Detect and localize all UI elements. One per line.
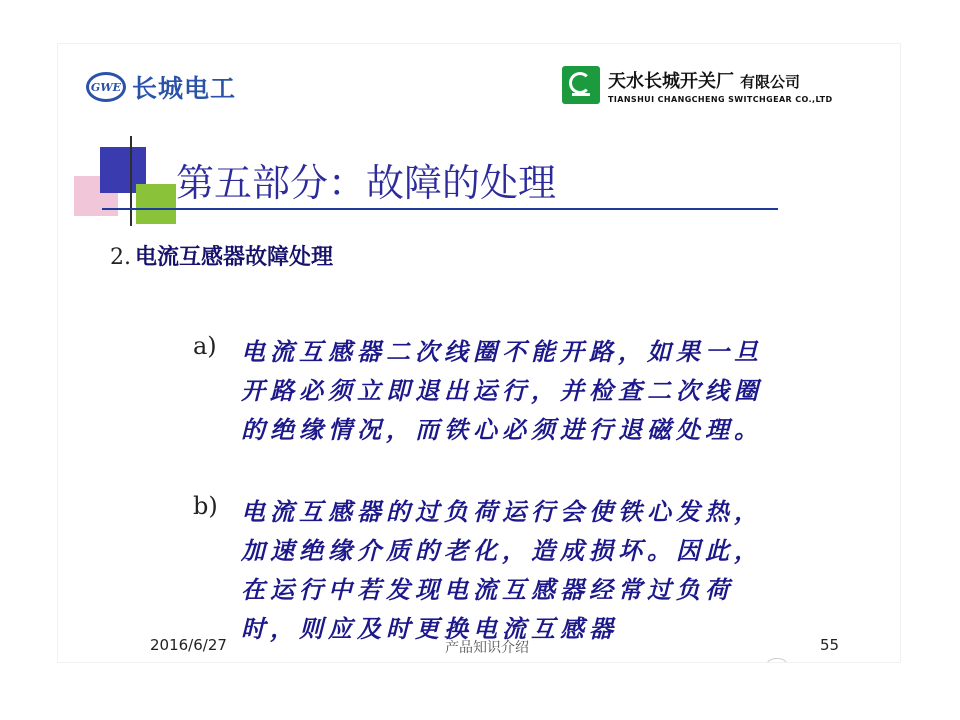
- footer-title: 产品知识介绍: [445, 640, 529, 656]
- list-marker: b): [193, 492, 218, 520]
- company-suffix-cn: 有限公司: [740, 72, 801, 91]
- list-item-text: 电流互感器的过负荷运行会使铁心发热，加速绝缘介质的老化，造成损坏。因此，在运行中若发现电流互感器经常过负荷时，则应及时更换电流互感器: [241, 497, 763, 643]
- gwe-badge-icon: GWE: [86, 72, 126, 102]
- page-number: 55: [820, 636, 840, 654]
- section-number: 2.: [110, 245, 131, 270]
- decor-green-square: [136, 184, 176, 224]
- list-item: [193, 332, 773, 449]
- decor-vertical-line: [130, 136, 132, 226]
- company-name-en: TIANSHUI CHANGCHENG SWITCHGEAR CO.,LTD: [608, 94, 833, 104]
- list-item: [193, 492, 773, 648]
- title-underline: [102, 208, 778, 210]
- brand-name: 长城电工: [132, 74, 237, 103]
- gwe-logo: [86, 68, 236, 106]
- corner-arc-icon: [764, 658, 790, 662]
- company-logo: [562, 66, 833, 104]
- changcheng-badge-icon: [562, 66, 600, 104]
- slide: [58, 44, 900, 662]
- section-title: 电流互感器故障处理: [135, 244, 334, 270]
- company-name-cn: 天水长城开关厂: [608, 70, 734, 92]
- footer-date: 2016/6/27: [150, 636, 227, 654]
- list-marker: a): [193, 332, 217, 360]
- list-item-text: 电流互感器二次线圈不能开路，如果一旦开路必须立即退出运行，并检查二次线圈的绝缘情况，而铁心必须进行退磁处理。: [241, 337, 763, 444]
- slide-title: 第五部分：故障的处理: [176, 161, 557, 205]
- section-heading: [110, 240, 333, 271]
- company-name-block: [608, 67, 833, 104]
